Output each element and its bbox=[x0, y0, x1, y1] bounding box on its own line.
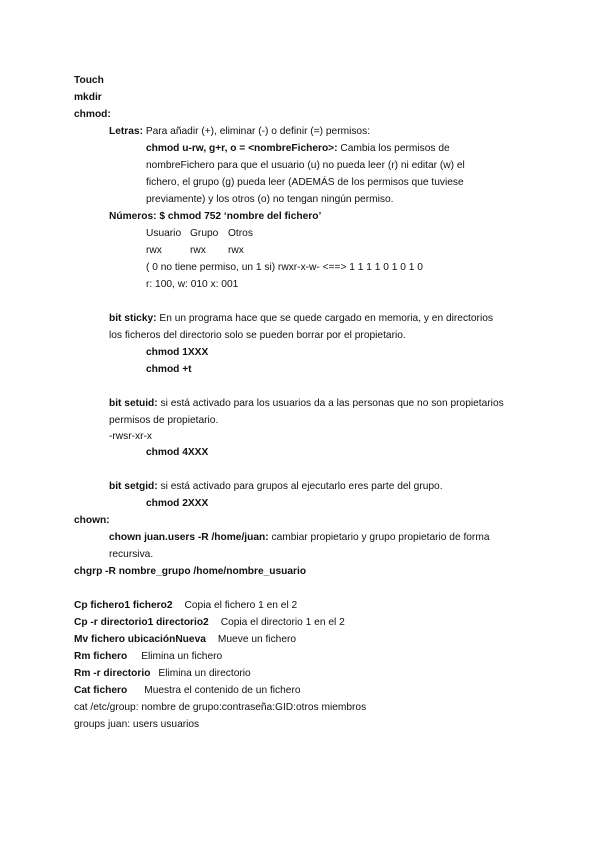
command-row: Rm fichero Elimina un fichero bbox=[74, 651, 223, 662]
sticky-line-2: los ficheros del directorio solo se pueden borrar por el propietario. bbox=[109, 330, 406, 341]
setuid-line-2: permisos de propietario. bbox=[109, 415, 219, 426]
setgid-cmd: chmod 2XXX bbox=[146, 498, 209, 509]
heading-mkdir: mkdir bbox=[74, 92, 102, 103]
header-usuario: Usuario bbox=[146, 228, 182, 239]
chown-line: chown juan.users -R /home/juan: cambiar propietario y grupo propietario de forma bbox=[109, 532, 490, 543]
sticky-cmd-1: chmod 1XXX bbox=[146, 347, 209, 358]
command-row: Rm -r directorio Elimina un directorio bbox=[74, 668, 251, 679]
setgid-line: bit setgid: si está activado para grupos al ejecutarlo eres parte del grupo. bbox=[109, 481, 443, 492]
command-row: Cp fichero1 fichero2 Copia el fichero 1 en el 2 bbox=[74, 600, 298, 611]
groups-line: groups juan: users usuarios bbox=[74, 719, 200, 730]
command-row: Cat fichero Muestra el contenido de un fichero bbox=[74, 685, 301, 696]
permission-bits: r: 100, w: 010 x: 001 bbox=[146, 279, 239, 290]
sticky-line: bit sticky: En un programa hace que se quede cargado en memoria, y en directorios bbox=[109, 313, 493, 324]
setuid-line: bit setuid: si está activado para los usuarios da a las personas que no son propietarios bbox=[109, 398, 504, 409]
perm-usuario: rwx bbox=[146, 245, 162, 256]
letras-desc-4: previamente) y los otros (o) no tengan ningún permiso. bbox=[146, 194, 394, 205]
chgrp-line: chgrp -R nombre_grupo /home/nombre_usuario bbox=[74, 566, 307, 577]
header-grupo: Grupo bbox=[190, 228, 219, 239]
perm-otros: rwx bbox=[228, 245, 244, 256]
letras-desc-2: nombreFichero para que el usuario (u) no pueda leer (r) ni editar (w) el bbox=[146, 160, 465, 171]
permission-explain: ( 0 no tiene permiso, un 1 si) rwxr-x-w- <==> 1 1 1 1 0 1 0 1 0 bbox=[146, 262, 423, 273]
command-row: Cp -r directorio1 directorio2 Copia el directorio 1 en el 2 bbox=[74, 617, 345, 628]
heading-touch: Touch bbox=[74, 75, 104, 86]
heading-chmod: chmod: bbox=[74, 109, 111, 120]
sticky-cmd-2: chmod +t bbox=[146, 364, 192, 375]
letras-cmd-line: chmod u-rw, g+r, o = <nombreFichero>: Cambia los permisos de bbox=[146, 143, 450, 154]
letras-desc-3: fichero, el grupo (g) pueda leer (ADEMÁS de los permisos que tuviese bbox=[146, 177, 464, 188]
permission-headers bbox=[146, 227, 253, 240]
numeros-line: Números: $ chmod 752 ‘nombre del fichero’ bbox=[109, 211, 322, 222]
permission-values bbox=[146, 244, 244, 257]
letras-line: Letras: Para añadir (+), eliminar (-) o definir (=) permisos: bbox=[109, 126, 371, 137]
header-otros: Otros bbox=[228, 228, 253, 239]
heading-chown: chown: bbox=[74, 515, 110, 526]
chown-line-2: recursiva. bbox=[109, 549, 154, 560]
cat-group-line: cat /etc/group: nombre de grupo:contraseña:GID:otros miembros bbox=[74, 702, 367, 713]
perm-grupo: rwx bbox=[190, 245, 206, 256]
setuid-cmd: chmod 4XXX bbox=[146, 447, 209, 458]
setuid-example: -rwsr-xr-x bbox=[109, 431, 152, 442]
command-row: Mv fichero ubicaciónNueva Mueve un fichero bbox=[74, 634, 297, 645]
